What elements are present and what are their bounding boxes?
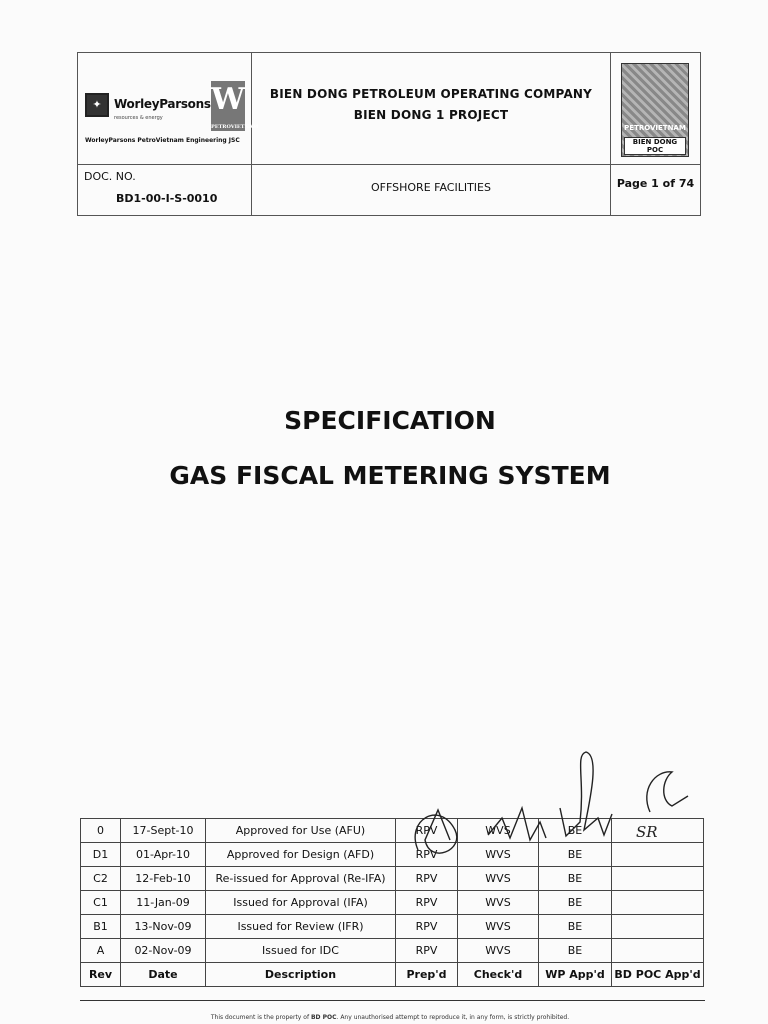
contractor-logo-cell [78,53,259,165]
revision-cell-prep: RPV [396,843,458,867]
revision-cell-check: WVS [458,819,539,843]
worleyparsons-logo-icon: ✦ [85,93,109,117]
revision-cell-check: WVS [458,867,539,891]
company-cell [252,53,611,165]
footer-pre: This document is the property of [210,1014,311,1021]
revision-cell-date: 01-Apr-10 [121,843,206,867]
signature-bdpoc-approved [647,772,688,812]
revision-cell-rev: D1 [81,843,121,867]
revision-cell-check: WVS [458,939,539,963]
revision-cell-check: WVS [458,915,539,939]
revision-cell-wp: BE [539,939,612,963]
page-number-cell [611,165,701,216]
w-letter: W [211,82,245,117]
revision-cell-desc: Issued for IDC [206,939,396,963]
revision-cell-prep: RPV [396,867,458,891]
header-checked: Check'd [458,963,539,987]
revision-row [81,915,704,939]
petrovietnam-w-logo-icon [211,81,259,131]
engineering-company: WorleyParsons PetroVietnam Engineering JSC [85,137,240,144]
header-bdpoc-approved: BD POC App'd [612,963,704,987]
revision-row [81,843,704,867]
pv-logo-line1: PETROVIETNAM [624,124,686,132]
revision-cell-desc: Re-issued for Approval (Re-IFA) [206,867,396,891]
pv-logo-line2: BIEN DONG POC [624,137,686,155]
header-date: Date [121,963,206,987]
revision-cell-wp: BE [539,915,612,939]
revision-header-row [81,963,704,987]
doc-number: BD1-00-I-S-0010 [116,192,218,205]
doc-number-cell [78,165,252,216]
revision-cell-bd [612,867,704,891]
revision-cell-prep: RPV [396,939,458,963]
revision-row [81,867,704,891]
doc-number-label: DOC. NO. [84,170,136,183]
revision-table [80,818,704,987]
revision-cell-desc: Issued for Approval (IFA) [206,891,396,915]
revision-cell-rev: B1 [81,915,121,939]
revision-cell-wp: BE [539,867,612,891]
project-name: BIEN DONG 1 PROJECT [353,108,509,122]
revision-row [81,939,704,963]
revision-cell-bd [612,891,704,915]
revision-cell-wp: BE [539,843,612,867]
header-rev: Rev [81,963,121,987]
revision-cell-desc: Approved for Design (AFD) [206,843,396,867]
revision-cell-desc: Issued for Review (IFR) [206,915,396,939]
revision-cell-check: WVS [458,843,539,867]
facilities-cell [252,165,611,216]
revision-cell-rev: 0 [81,819,121,843]
revision-cell-wp: BE [539,819,612,843]
revision-cell-bd [612,939,704,963]
revision-cell-date: 17-Sept-10 [121,819,206,843]
client-logo-cell [611,53,701,165]
footer-post: . Any unauthorised attempt to reproduce it, in any form, is strictly prohibited. [336,1014,570,1021]
revision-cell-prep: RPV [396,891,458,915]
revision-cell-bd [612,915,704,939]
header-prepared: Prep'd [396,963,458,987]
footer-divider [80,1000,705,1001]
revision-cell-date: 02-Nov-09 [121,939,206,963]
w-caption: PETROVIETNAM [211,124,259,130]
footer-owner: BD POC [310,1014,337,1021]
document-type: SPECIFICATION [284,406,496,435]
header-wp-approved: WP App'd [539,963,612,987]
contractor-tagline: resources & energy [114,115,163,121]
revision-cell-check: WVS [458,891,539,915]
revision-cell-prep: RPV [396,915,458,939]
signature-initials: SR [636,823,658,841]
revision-cell-date: 13-Nov-09 [121,915,206,939]
revision-row [81,819,704,843]
revision-cell-desc: Approved for Use (AFU) [206,819,396,843]
revision-cell-date: 11-Jan-09 [121,891,206,915]
revision-cell-prep: RPV [396,819,458,843]
header-block [77,52,701,216]
contractor-name: WorleyParsons [114,97,211,111]
revision-cell-rev: A [81,939,121,963]
revision-cell-bd [612,843,704,867]
footer-notice [0,1014,768,1021]
revision-row [81,891,704,915]
revision-cell-wp: BE [539,891,612,915]
revision-cell-bd [612,819,704,843]
header-description: Description [206,963,396,987]
revision-cell-rev: C2 [81,867,121,891]
document-title: GAS FISCAL METERING SYSTEM [169,461,611,490]
page-number: Page 1 of 74 [616,177,695,190]
company-name: BIEN DONG PETROLEUM OPERATING COMPANY [269,87,593,101]
petrovietnam-logo-icon [621,63,689,157]
revision-cell-date: 12-Feb-10 [121,867,206,891]
revision-cell-rev: C1 [81,891,121,915]
facilities-label: OFFSHORE FACILITIES [371,181,491,194]
